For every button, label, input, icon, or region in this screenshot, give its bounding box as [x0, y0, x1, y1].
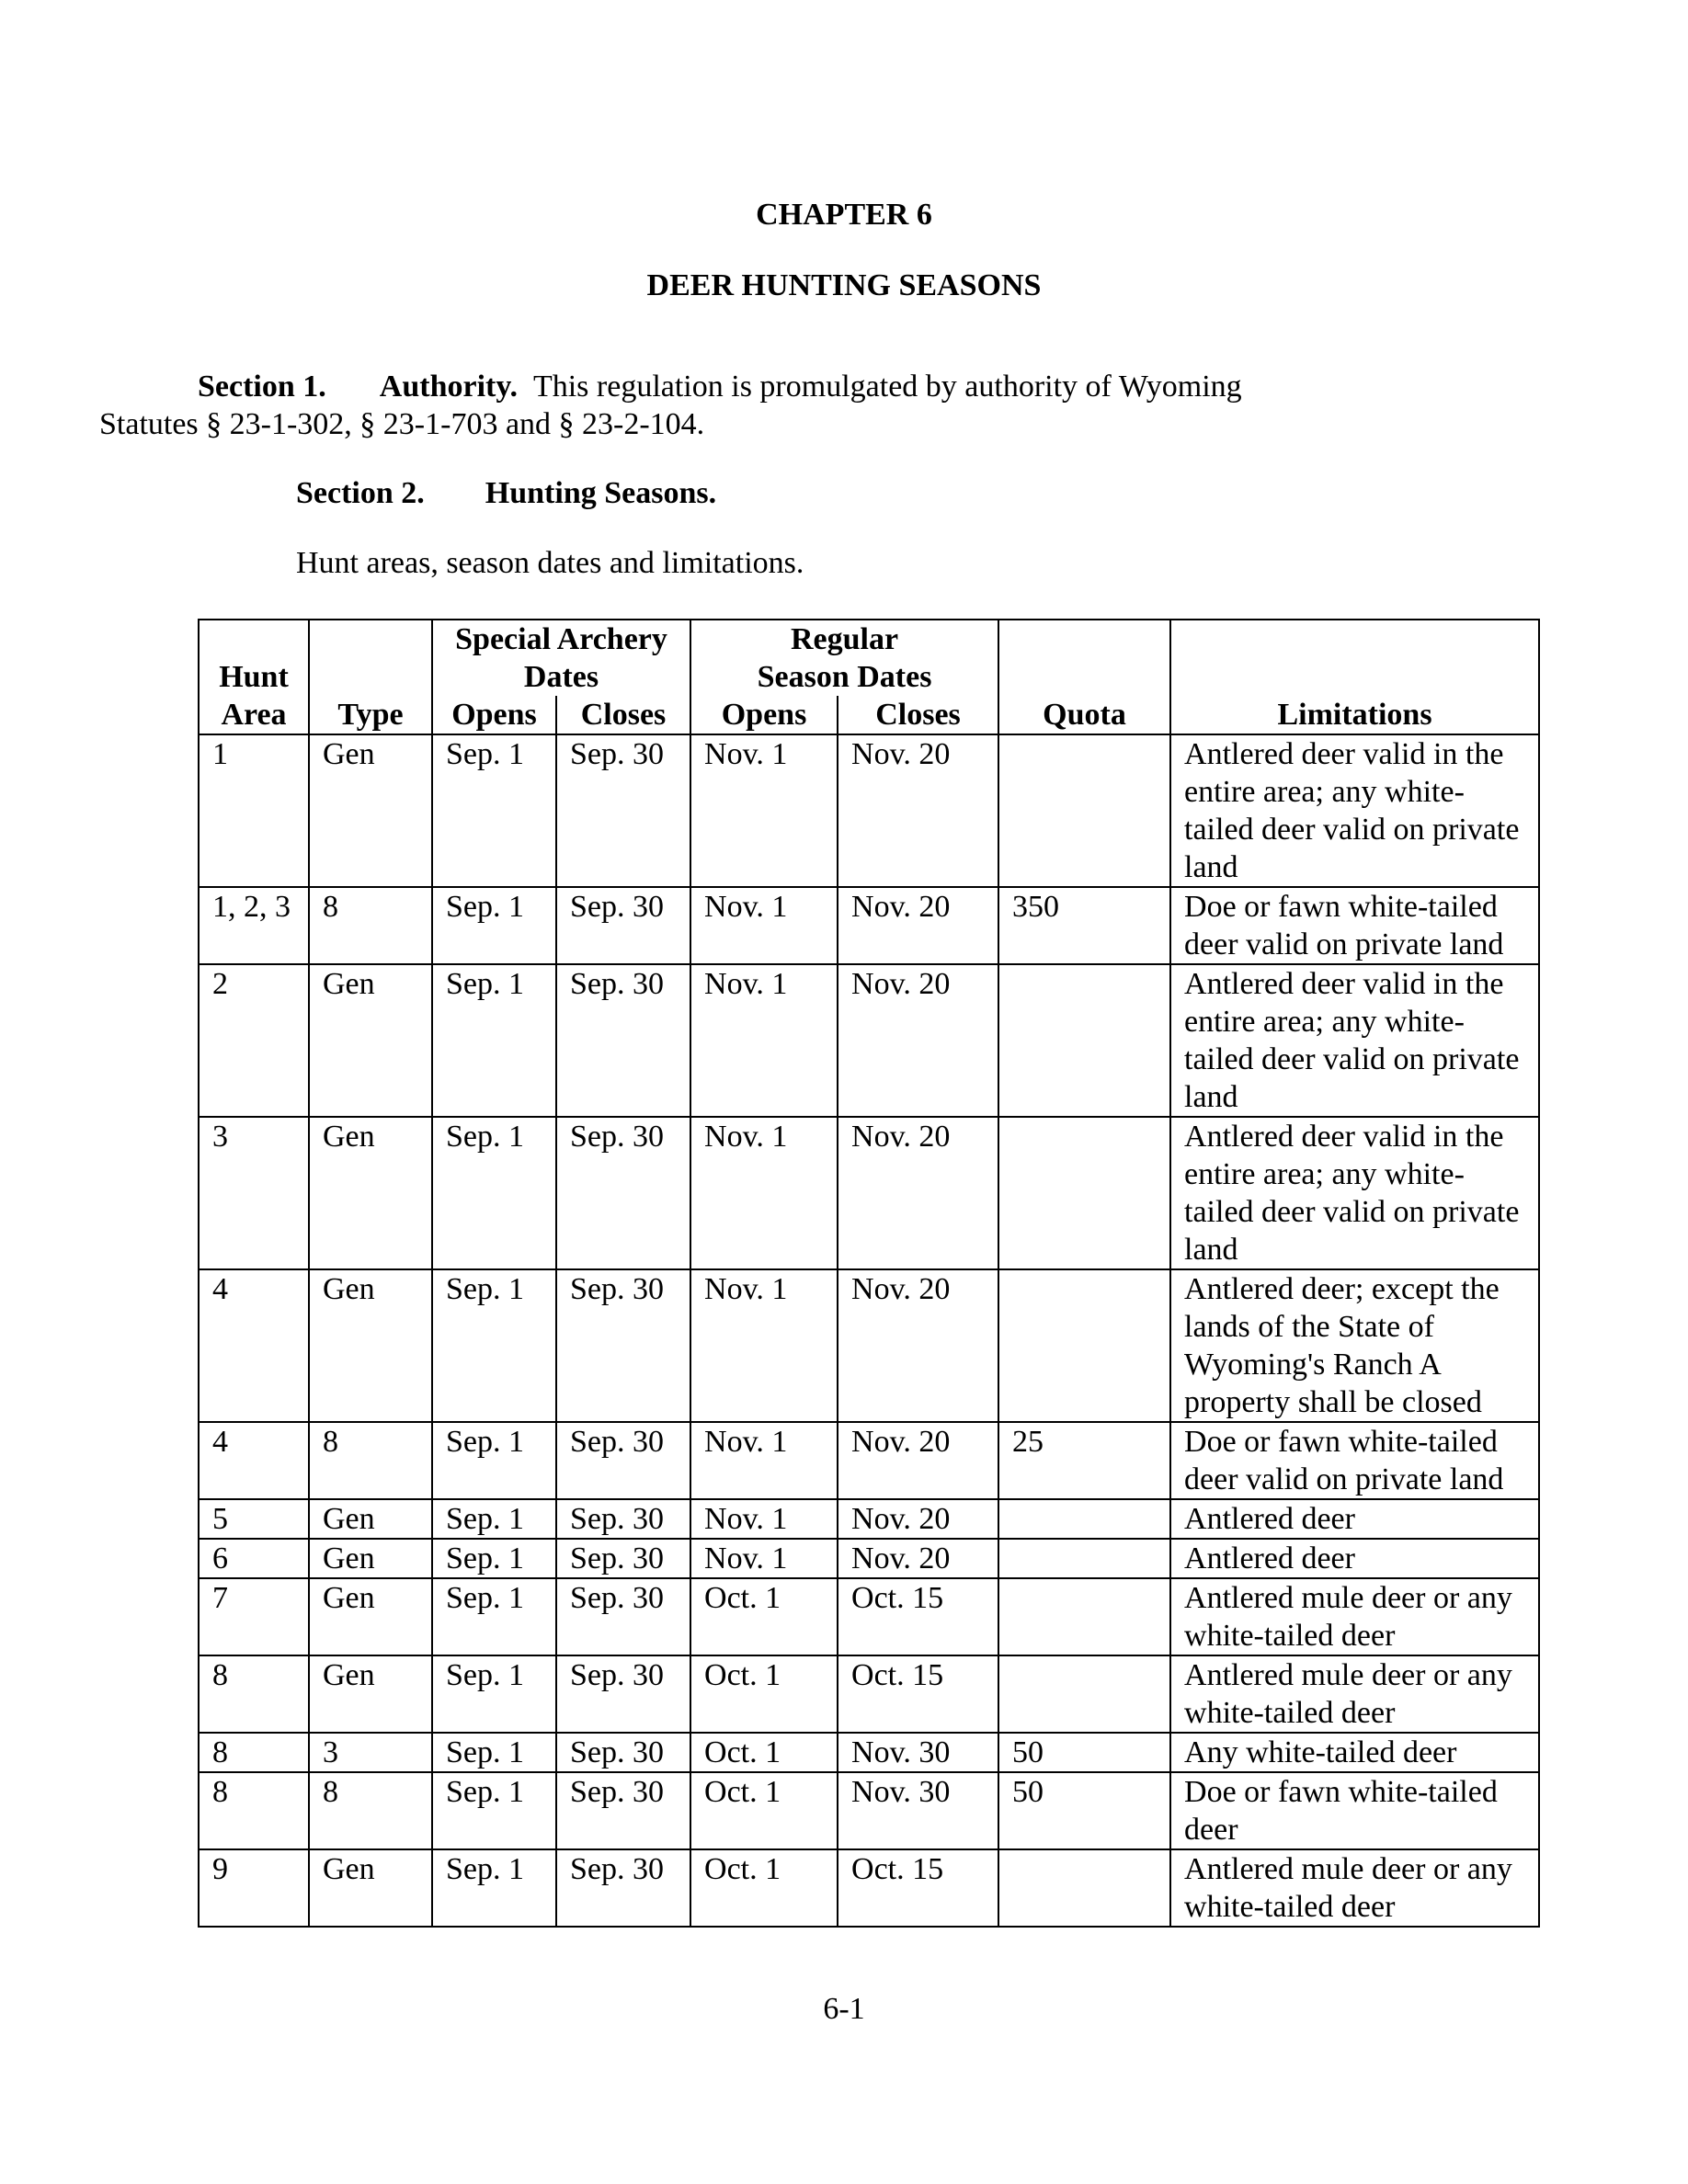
cell-regular-closes: Nov. 20	[838, 1269, 998, 1422]
cell-archery-opens: Sep. 1	[432, 964, 556, 1117]
cell-archery-closes: Sep. 30	[556, 1422, 690, 1499]
header-archery-closes: Closes	[556, 696, 690, 734]
cell-type: Gen	[309, 1269, 432, 1422]
cell-regular-closes: Nov. 20	[838, 1539, 998, 1578]
cell-regular-closes: Nov. 20	[838, 1499, 998, 1539]
cell-archery-closes: Sep. 30	[556, 1849, 690, 1927]
cell-type: Gen	[309, 1117, 432, 1269]
table-row	[199, 1655, 1539, 1733]
cell-archery-closes: Sep. 30	[556, 1578, 690, 1655]
header-archery-line1: Special Archery	[455, 622, 667, 656]
cell-limitations: Any white-tailed deer	[1170, 1733, 1539, 1772]
cell-hunt-area: 4	[199, 1269, 309, 1422]
cell-regular-opens: Oct. 1	[690, 1772, 838, 1849]
cell-quota	[998, 734, 1170, 887]
header-archery-opens: Opens	[432, 696, 556, 734]
table-row	[199, 964, 1539, 1117]
header-hunt-area	[199, 620, 309, 734]
table-row	[199, 734, 1539, 887]
cell-archery-closes: Sep. 30	[556, 1499, 690, 1539]
cell-archery-closes: Sep. 30	[556, 1117, 690, 1269]
table-row	[199, 1772, 1539, 1849]
cell-type: Gen	[309, 1499, 432, 1539]
cell-quota	[998, 1499, 1170, 1539]
table-row	[199, 1269, 1539, 1422]
chapter-heading: CHAPTER 6	[756, 198, 932, 232]
header-quota: Quota	[998, 620, 1170, 734]
cell-regular-closes: Oct. 15	[838, 1578, 998, 1655]
cell-hunt-area: 5	[199, 1499, 309, 1539]
cell-hunt-area: 4	[199, 1422, 309, 1499]
cell-archery-closes: Sep. 30	[556, 1269, 690, 1422]
cell-type: 8	[309, 887, 432, 964]
cell-hunt-area: 6	[199, 1539, 309, 1578]
cell-limitations: Antlered deer; except the lands of the State of Wyoming's Ranch A property shall be closed	[1170, 1269, 1539, 1422]
cell-type: Gen	[309, 1655, 432, 1733]
cell-hunt-area: 1	[199, 734, 309, 887]
table-row	[199, 1539, 1539, 1578]
section-1-text-line2: Statutes § 23-1-302, § 23-1-703 and § 23-2-104.	[99, 407, 705, 441]
cell-limitations: Doe or fawn white-tailed deer	[1170, 1772, 1539, 1849]
cell-hunt-area: 8	[199, 1772, 309, 1849]
table-row	[199, 1422, 1539, 1499]
cell-quota	[998, 1117, 1170, 1269]
section-1-label: Section 1.	[198, 370, 326, 404]
cell-regular-opens: Nov. 1	[690, 1422, 838, 1499]
cell-archery-opens: Sep. 1	[432, 1539, 556, 1578]
cell-regular-closes: Oct. 15	[838, 1849, 998, 1927]
cell-limitations: Doe or fawn white-tailed deer valid on private land	[1170, 887, 1539, 964]
cell-quota: 50	[998, 1772, 1170, 1849]
cell-archery-closes: Sep. 30	[556, 1733, 690, 1772]
cell-hunt-area: 7	[199, 1578, 309, 1655]
section-1-paragraph	[99, 368, 1448, 443]
cell-limitations: Antlered mule deer or any white-tailed deer	[1170, 1578, 1539, 1655]
cell-limitations: Antlered deer valid in the entire area; any white-tailed deer valid on private land	[1170, 964, 1539, 1117]
cell-quota: 25	[998, 1422, 1170, 1499]
cell-archery-opens: Sep. 1	[432, 1117, 556, 1269]
cell-type: 8	[309, 1772, 432, 1849]
hunting-seasons-table	[198, 619, 1540, 1928]
cell-regular-closes: Nov. 20	[838, 964, 998, 1117]
cell-regular-opens: Nov. 1	[690, 734, 838, 887]
header-regular-line2: Season Dates	[757, 660, 932, 694]
intro-text: Hunt areas, season dates and limitations.	[296, 546, 804, 580]
cell-quota	[998, 1849, 1170, 1927]
cell-hunt-area: 1, 2, 3	[199, 887, 309, 964]
cell-archery-closes: Sep. 30	[556, 1772, 690, 1849]
cell-regular-opens: Nov. 1	[690, 887, 838, 964]
cell-regular-closes: Nov. 30	[838, 1733, 998, 1772]
cell-archery-opens: Sep. 1	[432, 1422, 556, 1499]
cell-quota	[998, 1578, 1170, 1655]
cell-regular-closes: Nov. 20	[838, 734, 998, 887]
cell-quota: 350	[998, 887, 1170, 964]
cell-regular-opens: Nov. 1	[690, 1117, 838, 1269]
cell-limitations: Antlered mule deer or any white-tailed deer	[1170, 1849, 1539, 1927]
cell-regular-opens: Oct. 1	[690, 1578, 838, 1655]
page-number: 6-1	[823, 1992, 865, 2026]
section-2-heading	[296, 474, 716, 512]
header-limitations: Limitations	[1170, 620, 1539, 734]
cell-regular-closes: Nov. 20	[838, 887, 998, 964]
cell-limitations: Antlered mule deer or any white-tailed deer	[1170, 1655, 1539, 1733]
cell-archery-opens: Sep. 1	[432, 1733, 556, 1772]
cell-regular-opens: Oct. 1	[690, 1733, 838, 1772]
section-2-label: Section 2.	[296, 476, 425, 510]
cell-regular-opens: Oct. 1	[690, 1849, 838, 1927]
cell-regular-opens: Oct. 1	[690, 1655, 838, 1733]
cell-archery-closes: Sep. 30	[556, 1539, 690, 1578]
header-regular	[690, 620, 998, 696]
cell-limitations: Antlered deer	[1170, 1539, 1539, 1578]
cell-archery-closes: Sep. 30	[556, 1655, 690, 1733]
cell-hunt-area: 9	[199, 1849, 309, 1927]
cell-regular-closes: Nov. 20	[838, 1117, 998, 1269]
cell-archery-opens: Sep. 1	[432, 1269, 556, 1422]
cell-quota: 50	[998, 1733, 1170, 1772]
table-row	[199, 1499, 1539, 1539]
header-regular-opens: Opens	[690, 696, 838, 734]
cell-limitations: Antlered deer	[1170, 1499, 1539, 1539]
cell-archery-closes: Sep. 30	[556, 734, 690, 887]
table-row	[199, 1733, 1539, 1772]
cell-type: 8	[309, 1422, 432, 1499]
table-row	[199, 1849, 1539, 1927]
page-title: DEER HUNTING SEASONS	[646, 268, 1042, 302]
cell-type: Gen	[309, 1849, 432, 1927]
cell-hunt-area: 3	[199, 1117, 309, 1269]
header-type: Type	[309, 620, 432, 734]
cell-limitations: Doe or fawn white-tailed deer valid on private land	[1170, 1422, 1539, 1499]
cell-quota	[998, 1269, 1170, 1422]
cell-hunt-area: 2	[199, 964, 309, 1117]
cell-archery-opens: Sep. 1	[432, 1578, 556, 1655]
cell-archery-opens: Sep. 1	[432, 887, 556, 964]
section-1-title: Authority.	[379, 370, 518, 404]
cell-archery-opens: Sep. 1	[432, 1655, 556, 1733]
cell-regular-closes: Nov. 20	[838, 1422, 998, 1499]
cell-type: Gen	[309, 964, 432, 1117]
cell-archery-closes: Sep. 30	[556, 887, 690, 964]
cell-type: Gen	[309, 734, 432, 887]
header-regular-line1: Regular	[790, 622, 899, 656]
cell-archery-closes: Sep. 30	[556, 964, 690, 1117]
cell-regular-opens: Nov. 1	[690, 964, 838, 1117]
section-2-title: Hunting Seasons.	[485, 476, 717, 510]
cell-regular-closes: Nov. 30	[838, 1772, 998, 1849]
cell-archery-opens: Sep. 1	[432, 1772, 556, 1849]
header-hunt: Hunt	[219, 660, 289, 694]
cell-regular-opens: Nov. 1	[690, 1539, 838, 1578]
cell-regular-opens: Nov. 1	[690, 1269, 838, 1422]
cell-type: 3	[309, 1733, 432, 1772]
table-row	[199, 1578, 1539, 1655]
table-body	[199, 734, 1539, 1927]
table-row	[199, 887, 1539, 964]
header-archery-line2: Dates	[523, 660, 599, 694]
cell-limitations: Antlered deer valid in the entire area; any white-tailed deer valid on private land	[1170, 1117, 1539, 1269]
cell-type: Gen	[309, 1539, 432, 1578]
table-row	[199, 1117, 1539, 1269]
cell-type: Gen	[309, 1578, 432, 1655]
header-archery	[432, 620, 690, 696]
header-area: Area	[221, 698, 287, 732]
cell-hunt-area: 8	[199, 1733, 309, 1772]
cell-limitations: Antlered deer valid in the entire area; any white-tailed deer valid on private land	[1170, 734, 1539, 887]
cell-hunt-area: 8	[199, 1655, 309, 1733]
cell-archery-opens: Sep. 1	[432, 1849, 556, 1927]
section-1-text-line1: This regulation is promulgated by authority of Wyoming	[532, 370, 1242, 404]
cell-archery-opens: Sep. 1	[432, 734, 556, 887]
cell-regular-opens: Nov. 1	[690, 1499, 838, 1539]
cell-quota	[998, 1539, 1170, 1578]
cell-quota	[998, 1655, 1170, 1733]
cell-archery-opens: Sep. 1	[432, 1499, 556, 1539]
cell-quota	[998, 964, 1170, 1117]
cell-regular-closes: Oct. 15	[838, 1655, 998, 1733]
header-regular-closes: Closes	[838, 696, 998, 734]
